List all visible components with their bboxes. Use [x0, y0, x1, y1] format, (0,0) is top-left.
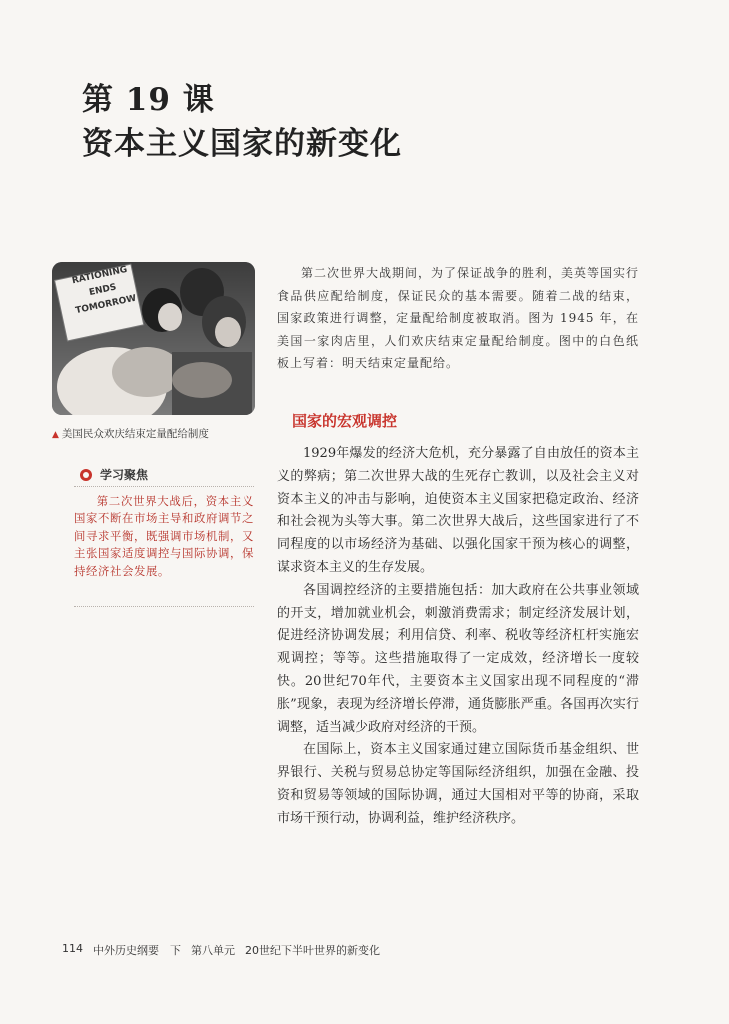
historical-photo [52, 262, 255, 415]
book-title: 中外历史纲要 下 [93, 944, 181, 957]
section-heading: 国家的宏观调控 [292, 412, 398, 430]
learning-focus-heading: 学习聚焦 [74, 466, 254, 487]
paragraph: 各国调控经济的主要措施包括：加大政府在公共事业领域的开支，增加就业机会，刺激消费需求；制定经济发展计划，促进经济协调发展；利用信贷、利率、税收等经济杠杆实施宏观调控；等等。这些措施取得了一定成效，经济增长一度较快。20世纪70年代，主要资本主义国家出现不同程度的“滞胀”现象，表现为经济增长停滞，通货膨胀严重。各国再次实行调整，适当减少政府对经济的干预。 [277, 582, 639, 735]
paragraph: 1929年爆发的经济大危机，充分暴露了自由放任的资本主义的弊病；第二次世界大战的生死存亡教训，以及社会主义对资本主义的冲击与影响，迫使资本主义国家把稳定政治、经济和社会视为头等大事。第二次世界大战后，这些国家进行了不同程度的以市场经济为基础、以强化国家干预为核心的调整，谋求资本主义的生存发展。 [277, 446, 639, 575]
page-number: 114 [62, 942, 83, 955]
paragraph: 在国际上，资本主义国家通过建立国际货币基金组织、世界银行、关税与贸易总协定等国际经济组织，加强在金融、投资和贸易等领域的国际协调，通过大国相对平等的协商，采取市场干预行动，协调利益，维护经济秩序。 [277, 742, 639, 826]
lesson-number: 第 19 课 [82, 82, 215, 118]
triangle-icon: ▲ [52, 430, 59, 440]
section-body [277, 443, 639, 831]
lesson-title: 资本主义国家的新变化 [82, 126, 402, 162]
learning-focus-box [74, 466, 254, 580]
unit-label: 第八单元 [191, 944, 235, 957]
photo-intro-text: 第二次世界大战期间，为了保证战争的胜利，美英等国实行食品供应配给制度，保证民众的基本需要。随着二战的结束，国家政策进行调整，定量配给制度被取消。图为 1945 年，在美国一家肉店里，人们欢庆结束定量配给制度。图中的白色纸板上写着：明天结束定量配给。 [277, 266, 640, 370]
unit-title: 20世纪下半叶世界的新变化 [245, 944, 380, 957]
divider [74, 606, 254, 607]
photo-caption: ▲ 美国民众欢庆结束定量配给制度 [52, 428, 209, 440]
learning-focus-text: 第二次世界大战后，资本主义国家不断在市场主导和政府调节之间寻求平衡，既强调市场机制，又主张国家适度调控与国际协调，保持经济社会发展。 [74, 494, 254, 578]
page-footer [62, 942, 380, 958]
sign-text: RATIONING ENDS TOMORROW [71, 264, 138, 317]
target-icon [80, 469, 92, 481]
